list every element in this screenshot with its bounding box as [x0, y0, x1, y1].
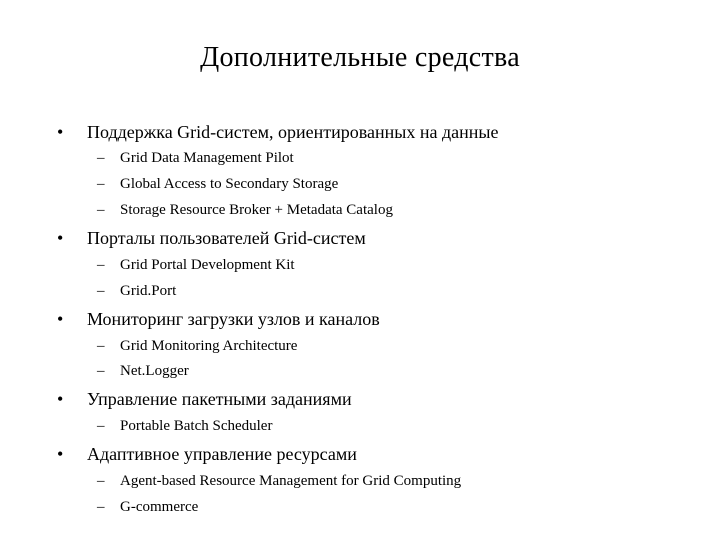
dash-icon: – — [97, 499, 105, 515]
bullet-text: Поддержка Grid-систем, ориентированных на данные — [87, 122, 499, 142]
sub-bullet-text: G-commerce — [120, 499, 199, 515]
bullet-item — [57, 387, 352, 411]
sub-bullet-text: Agent-based Resource Management for Grid Computing — [120, 473, 462, 489]
bullet-item — [57, 226, 366, 250]
sub-bullet-item — [97, 281, 176, 301]
dash-icon: – — [97, 283, 105, 299]
bullet-text: Порталы пользователей Grid-систем — [87, 228, 366, 248]
sub-bullet-text: Grid Portal Development Kit — [120, 257, 295, 273]
sub-bullet-text: Global Access to Secondary Storage — [120, 176, 339, 192]
sub-bullet-item — [97, 497, 198, 517]
bullet-item — [57, 120, 499, 144]
sub-bullet-text: Grid.Port — [120, 283, 177, 299]
sub-bullet-text: Grid Data Management Pilot — [120, 150, 294, 166]
sub-bullet-item — [97, 416, 272, 436]
dash-icon: – — [97, 473, 105, 489]
dash-icon: – — [97, 363, 105, 379]
bullet-icon: • — [57, 389, 64, 409]
sub-bullet-text: Net.Logger — [120, 363, 189, 379]
sub-bullet-text: Storage Resource Broker + Metadata Catalog — [120, 202, 393, 218]
sub-bullet-text: Grid Monitoring Architecture — [120, 338, 298, 354]
sub-bullet-item — [97, 174, 338, 194]
dash-icon: – — [97, 338, 105, 354]
sub-bullet-item — [97, 471, 461, 491]
sub-bullet-item — [97, 148, 294, 168]
dash-icon: – — [97, 150, 105, 166]
bullet-icon: • — [57, 309, 64, 329]
bullet-icon: • — [57, 228, 64, 248]
sub-bullet-item — [97, 255, 295, 275]
dash-icon: – — [97, 176, 105, 192]
sub-bullet-item — [97, 361, 189, 381]
bullet-icon: • — [57, 122, 64, 142]
slide-title: Дополнительные средства — [200, 42, 520, 73]
dash-icon: – — [97, 202, 105, 218]
bullet-item — [57, 442, 357, 466]
bullet-item — [57, 307, 380, 331]
bullet-icon: • — [57, 444, 64, 464]
sub-bullet-item — [97, 200, 393, 220]
sub-bullet-text: Portable Batch Scheduler — [120, 418, 273, 434]
dash-icon: – — [97, 257, 105, 273]
bullet-text: Управление пакетными заданиями — [87, 389, 352, 409]
dash-icon: – — [97, 418, 105, 434]
sub-bullet-item — [97, 336, 297, 356]
bullet-text: Адаптивное управление ресурсами — [87, 444, 357, 464]
bullet-text: Мониторинг загрузки узлов и каналов — [87, 309, 380, 329]
